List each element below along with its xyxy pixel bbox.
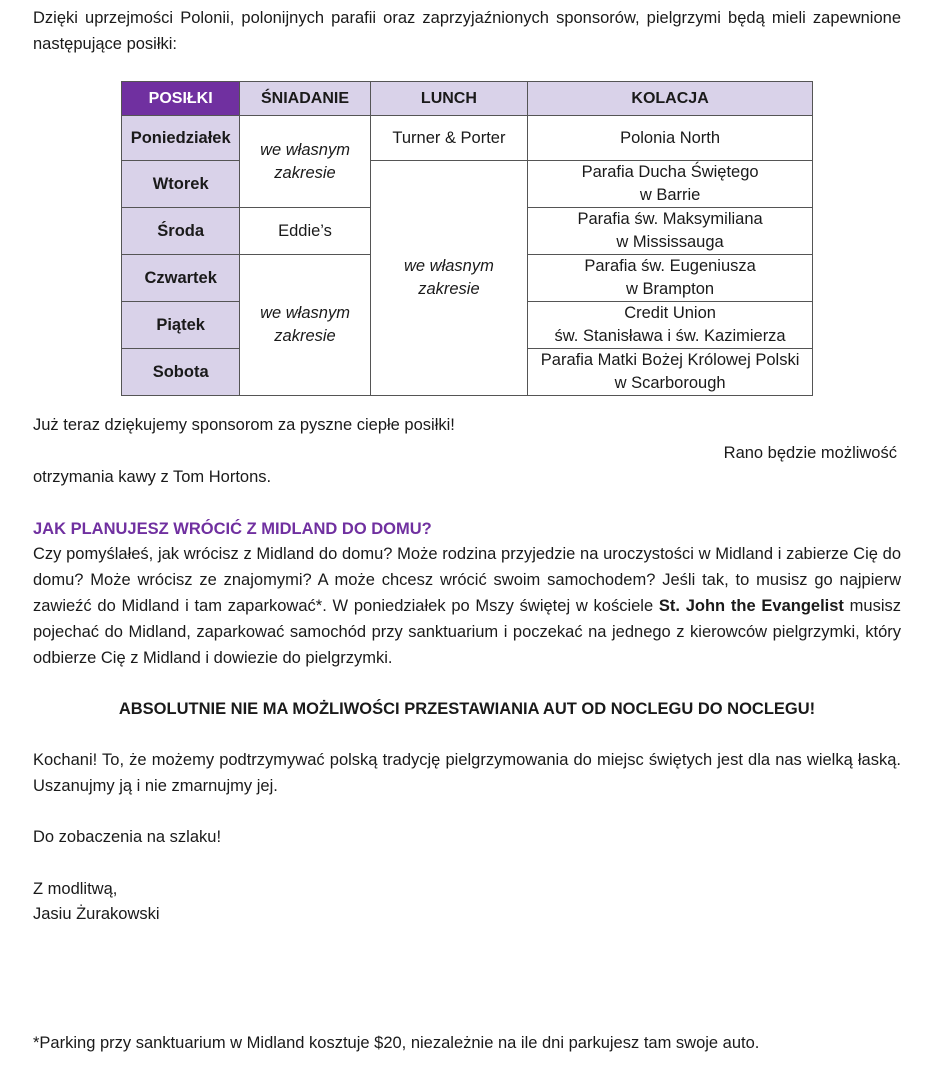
coffee-text-part2: otrzymania kawy z Tom Hortons.	[33, 468, 272, 486]
intro-paragraph: Dzięki uprzejmości Polonii, polonijnych parafii oraz zaprzyjaźnionych sponsorów, pielgrzymi będą mieli zapewnione następujące posiłki:	[33, 9, 901, 53]
lunch-tue-sat	[370, 161, 527, 396]
dinner-thursday-line1: Parafia św. Eugeniusza	[584, 257, 756, 275]
breakfast-mon-tue-line2: zakresie	[274, 163, 336, 182]
dinner-tuesday-line2: w Barrie	[639, 186, 701, 204]
header-sniadanie: ŚNIADANIE	[240, 82, 370, 116]
day-saturday: Sobota	[122, 349, 240, 396]
dinner-saturday-line1: Parafia Matki Bożej Królowej Polski	[540, 351, 800, 369]
lunch-tue-sat-line1: we własnym	[404, 257, 494, 275]
dinner-saturday	[528, 349, 813, 396]
dinner-wednesday-line1: Parafia św. Maksymiliana	[577, 210, 763, 228]
signature-greeting: Z modlitwą,	[33, 880, 118, 898]
day-friday: Piątek	[122, 302, 240, 349]
breakfast-wednesday: Eddie’s	[240, 208, 370, 255]
breakfast-thu-sat-line2: zakresie	[274, 327, 336, 345]
breakfast-mon-tue	[240, 116, 370, 208]
dinner-tuesday	[528, 161, 813, 208]
thanks-text: Już teraz dziękujemy sponsorom za pyszne ciepłe posiłki!	[33, 416, 455, 434]
day-wednesday: Środa	[122, 208, 240, 255]
day-thursday: Czwartek	[122, 255, 240, 302]
dinner-thursday	[528, 255, 813, 302]
day-monday: Poniedziałek	[122, 116, 240, 161]
return-home-paragraph	[33, 541, 901, 671]
breakfast-thu-sat	[240, 255, 370, 396]
header-kolacja: KOLACJA	[528, 82, 813, 116]
return-home-text-a: Czy pomyślałeś, jak wrócisz z Midland do domu? Może rodzina przyjedzie na uroczystości w Midland i zabierze Cię do domu? Może wrócisz ze znajomymi? A może chcesz wrócić swoim samochodem? Jeśli tak, to musisz go najpierw zawieźć do Midland i tam zaparkować*. W poniedziałek po Mszy świętej w kościele	[33, 545, 901, 615]
day-tuesday: Wtorek	[122, 161, 240, 208]
signature-name: Jasiu Żurakowski	[33, 905, 160, 923]
dinner-saturday-line2: w Scarborough	[614, 374, 726, 392]
see-you-text: Do zobaczenia na szlaku!	[33, 828, 222, 846]
dinner-friday	[528, 302, 813, 349]
section-heading: JAK PLANUJESZ WRÓCIĆ Z MIDLAND DO DOMU?	[33, 520, 432, 538]
dinner-thursday-line2: w Brampton	[626, 280, 715, 298]
return-home-text-b: musisz pojechać do Midland, zaparkować samochód przy sanktuarium i poczekać na jednego z kierowców pielgrzymki, który odbierze Cię z Midland i dowiezie do pielgrzymki.	[33, 597, 902, 667]
footnote: *Parking przy sanktuarium w Midland kosztuje $20, niezależnie na ile dni parkujesz tam swoje auto.	[33, 1034, 760, 1052]
table-row	[122, 161, 813, 208]
dinner-friday-line2: św. Stanisława i św. Kazimierza	[554, 327, 786, 345]
dinner-friday-line1: Credit Union	[624, 304, 716, 322]
meals-table	[121, 81, 813, 396]
dinner-wednesday	[528, 208, 813, 255]
warning-notice: ABSOLUTNIE NIE MA MOŻLIWOŚCI PRZESTAWIANIA AUT OD NOCLEGU DO NOCLEGU!	[118, 700, 816, 718]
header-posilki: POSIŁKI	[122, 82, 240, 116]
lunch-monday: Turner & Porter	[370, 116, 527, 161]
breakfast-thu-sat-line1: we własnym	[260, 304, 350, 322]
closing-paragraph: Kochani! To, że możemy podtrzymywać polską tradycję pielgrzymowania do miejsc świętych jest dla nas wielką łaską. Uszanujmy ją i nie zmarnujmy jej.	[33, 751, 901, 795]
breakfast-mon-tue-line1: we własnym	[260, 140, 350, 159]
table-row	[122, 116, 813, 161]
table-header-row	[122, 82, 813, 116]
header-lunch: LUNCH	[370, 82, 527, 116]
dinner-monday	[528, 116, 813, 161]
church-name: St. John the Evangelist	[658, 597, 844, 615]
dinner-tuesday-line1: Parafia Ducha Świętego	[581, 163, 759, 181]
lunch-tue-sat-line2: zakresie	[418, 280, 480, 298]
dinner-monday-line1: Polonia North	[620, 128, 721, 147]
coffee-text-part1: Rano będzie możliwość	[723, 444, 897, 462]
dinner-wednesday-line2: w Mississauga	[616, 233, 724, 251]
